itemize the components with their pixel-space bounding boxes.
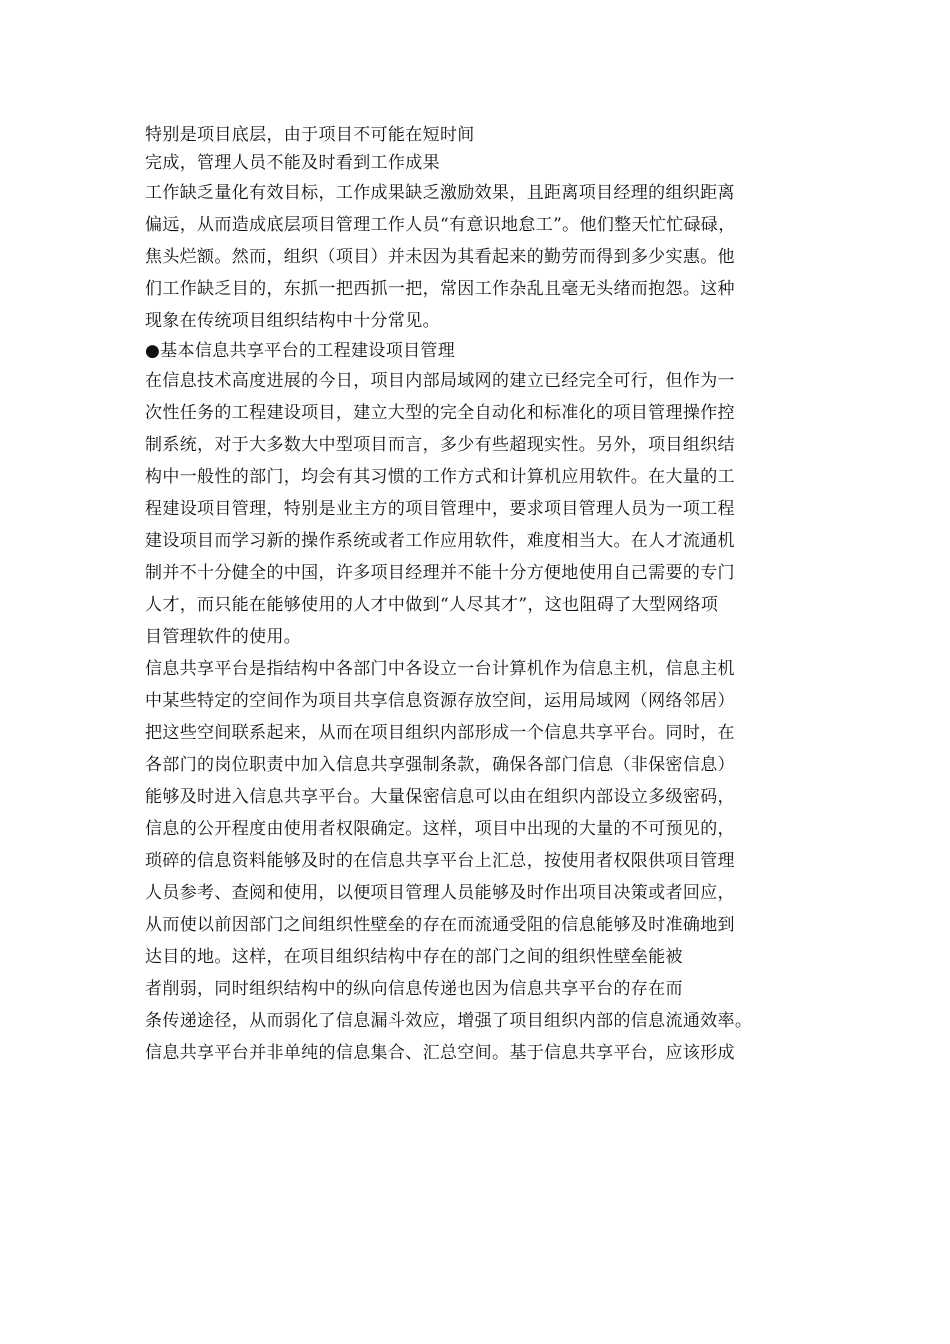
document-body xyxy=(145,121,815,1069)
text-line: 完成，管理人员不能及时看到工作成果 xyxy=(145,153,440,173)
text-line: 信息共享平台并非单纯的信息集合、汇总空间。基于信息共享平台，应该形成 xyxy=(145,1043,735,1063)
text-line: 人才，而只能在能够使用的人才中做到“人尽其才”，这也阻碍了大型网络项 xyxy=(145,595,719,615)
text-line: 琐碎的信息资料能够及时的在信息共享平台上汇总，按使用者权限供项目管理 xyxy=(145,851,735,871)
text-line: 中某些特定的空间作为项目共享信息资源存放空间，运用局域网（网络邻居） xyxy=(145,691,735,711)
text-line: 工作缺乏量化有效目标，工作成果缺乏激励效果，且距离项目经理的组织距离 xyxy=(145,183,735,203)
text-line: 特别是项目底层，由于项目不可能在短时间 xyxy=(145,125,475,145)
text-line: 偏远，从而造成底层项目管理工作人员“有意识地怠工”。他们整天忙忙碌碌， xyxy=(145,215,736,235)
text-line: 建设项目而学习新的操作系统或者工作应用软件，难度相当大。在人才流通机 xyxy=(145,531,735,551)
text-line: 次性任务的工程建设项目，建立大型的完全自动化和标准化的项目管理操作控 xyxy=(145,403,735,423)
text-line: 目管理软件的使用。 xyxy=(145,627,302,647)
text-line: 各部门的岗位职责中加入信息共享强制条款，确保各部门信息（非保密信息） xyxy=(145,755,735,775)
text-line: 制系统，对于大多数大中型项目而言，多少有些超现实性。另外，项目组织结 xyxy=(145,435,735,455)
text-line: 能够及时进入信息共享平台。大量保密信息可以由在组织内部设立多级密码， xyxy=(145,787,735,807)
text-line: 现象在传统项目组织结构中十分常见。 xyxy=(145,311,440,331)
text-line: 们工作缺乏目的，东抓一把西抓一把，常因工作杂乱且毫无头绪而抱怨。这种 xyxy=(145,279,735,299)
text-line: 构中一般性的部门，均会有其习惯的工作方式和计算机应用软件。在大量的工 xyxy=(145,467,735,487)
section-heading: ●基本信息共享平台的工程建设项目管理 xyxy=(145,341,456,361)
text-line: 人员参考、查阅和使用，以便项目管理人员能够及时作出项目决策或者回应， xyxy=(145,883,735,903)
text-line: 在信息技术高度进展的今日，项目内部局域网的建立已经完全可行，但作为一 xyxy=(145,371,735,391)
text-line: 从而使以前因部门之间组织性壁垒的存在而流通受阻的信息能够及时准确地到 xyxy=(145,915,735,935)
text-line: 信息共享平台是指结构中各部门中各设立一台计算机作为信息主机，信息主机 xyxy=(145,659,735,679)
text-line: 达目的地。这样，在项目组织结构中存在的部门之间的组织性壁垒能被 xyxy=(145,947,683,967)
text-line: 焦头烂额。然而，组织（项目）并未因为其看起来的勤劳而得到多少实惠。他 xyxy=(145,247,735,267)
text-line: 条传递途径，从而弱化了信息漏斗效应，增强了项目组织内部的信息流通效率。 xyxy=(145,1011,753,1031)
text-line: 者削弱，同时组织结构中的纵向信息传递也因为信息共享平台的存在而 xyxy=(145,979,683,999)
text-line: 制并不十分健全的中国，许多项目经理并不能十分方便地使用自己需要的专门 xyxy=(145,563,735,583)
text-line: 把这些空间联系起来，从而在项目组织内部形成一个信息共享平台。同时，在 xyxy=(145,723,735,743)
text-line: 程建设项目管理，特别是业主方的项目管理中，要求项目管理人员为一项工程 xyxy=(145,499,735,519)
text-line: 信息的公开程度由使用者权限确定。这样，项目中出现的大量的不可预见的， xyxy=(145,819,735,839)
